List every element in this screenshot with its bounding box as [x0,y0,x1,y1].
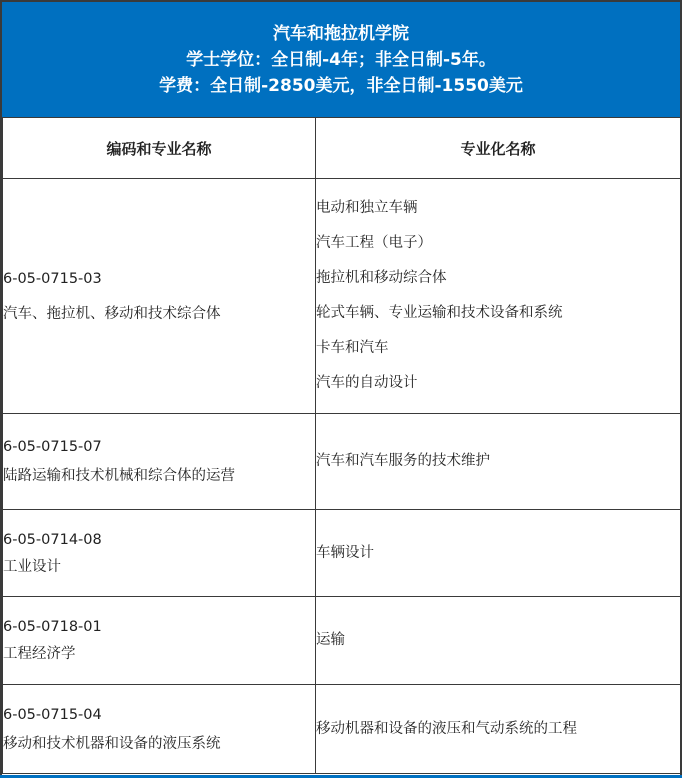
faculty-title: 汽车和拖拉机学院 [273,24,409,44]
program-cell [3,414,316,510]
program-name: 工程经济学 [3,646,76,662]
specialization-item: 拖拉机和移动综合体 [316,270,447,286]
specialization-item: 车辆设计 [316,544,374,561]
specialization-item: 运输 [316,632,345,648]
specialization-item: 移动机器和设备的液压和气动系统的工程 [316,720,577,737]
column-header-code-name: 编码和专业名称 [3,118,316,179]
program-code: 6-05-0714-08 [3,531,102,548]
column-header-specialization: 专业化名称 [316,118,681,179]
program-name: 移动和技术机器和设备的液压系统 [3,735,221,752]
program-code: 6-05-0715-07 [3,439,102,455]
table-row [3,179,681,414]
program-code: 6-05-0715-04 [3,706,102,723]
specialization-item: 汽车工程（电子） [316,235,432,251]
specialization-cell [316,685,681,774]
table-row [3,510,681,597]
program-name: 汽车、拖拉机、移动和技术综合体 [3,305,221,322]
tuition-fees: 学费：全日制-2850美元，非全日制-1550美元 [159,76,523,96]
specialization-cell [316,597,681,685]
program-cell [3,597,316,685]
table-row [3,597,681,685]
program-code: 6-05-0718-01 [3,619,102,635]
program-code: 6-05-0715-03 [3,270,102,287]
table-row [3,414,681,510]
specialization-item: 卡车和汽车 [316,340,389,356]
program-cell [3,685,316,774]
faculty-header [2,0,680,118]
specialization-item: 轮式车辆、专业运输和技术设备和系统 [316,305,563,321]
specialization-cell [316,510,681,597]
specialization-item: 汽车和汽车服务的技术维护 [316,453,490,469]
specialization-item: 汽车的自动设计 [316,375,418,391]
specialization-item: 电动和独立车辆 [316,200,418,216]
specialization-cell [316,179,681,414]
specialization-cell [316,414,681,510]
program-cell [3,510,316,597]
programs-table [2,118,681,774]
program-name: 工业设计 [3,558,61,575]
program-cell [3,179,316,414]
table-row [3,685,681,774]
table-header-row [3,118,681,179]
degree-duration: 学士学位：全日制-4年；非全日制-5年。 [186,50,496,70]
program-name: 陆路运输和技术机械和综合体的运营 [3,468,235,484]
